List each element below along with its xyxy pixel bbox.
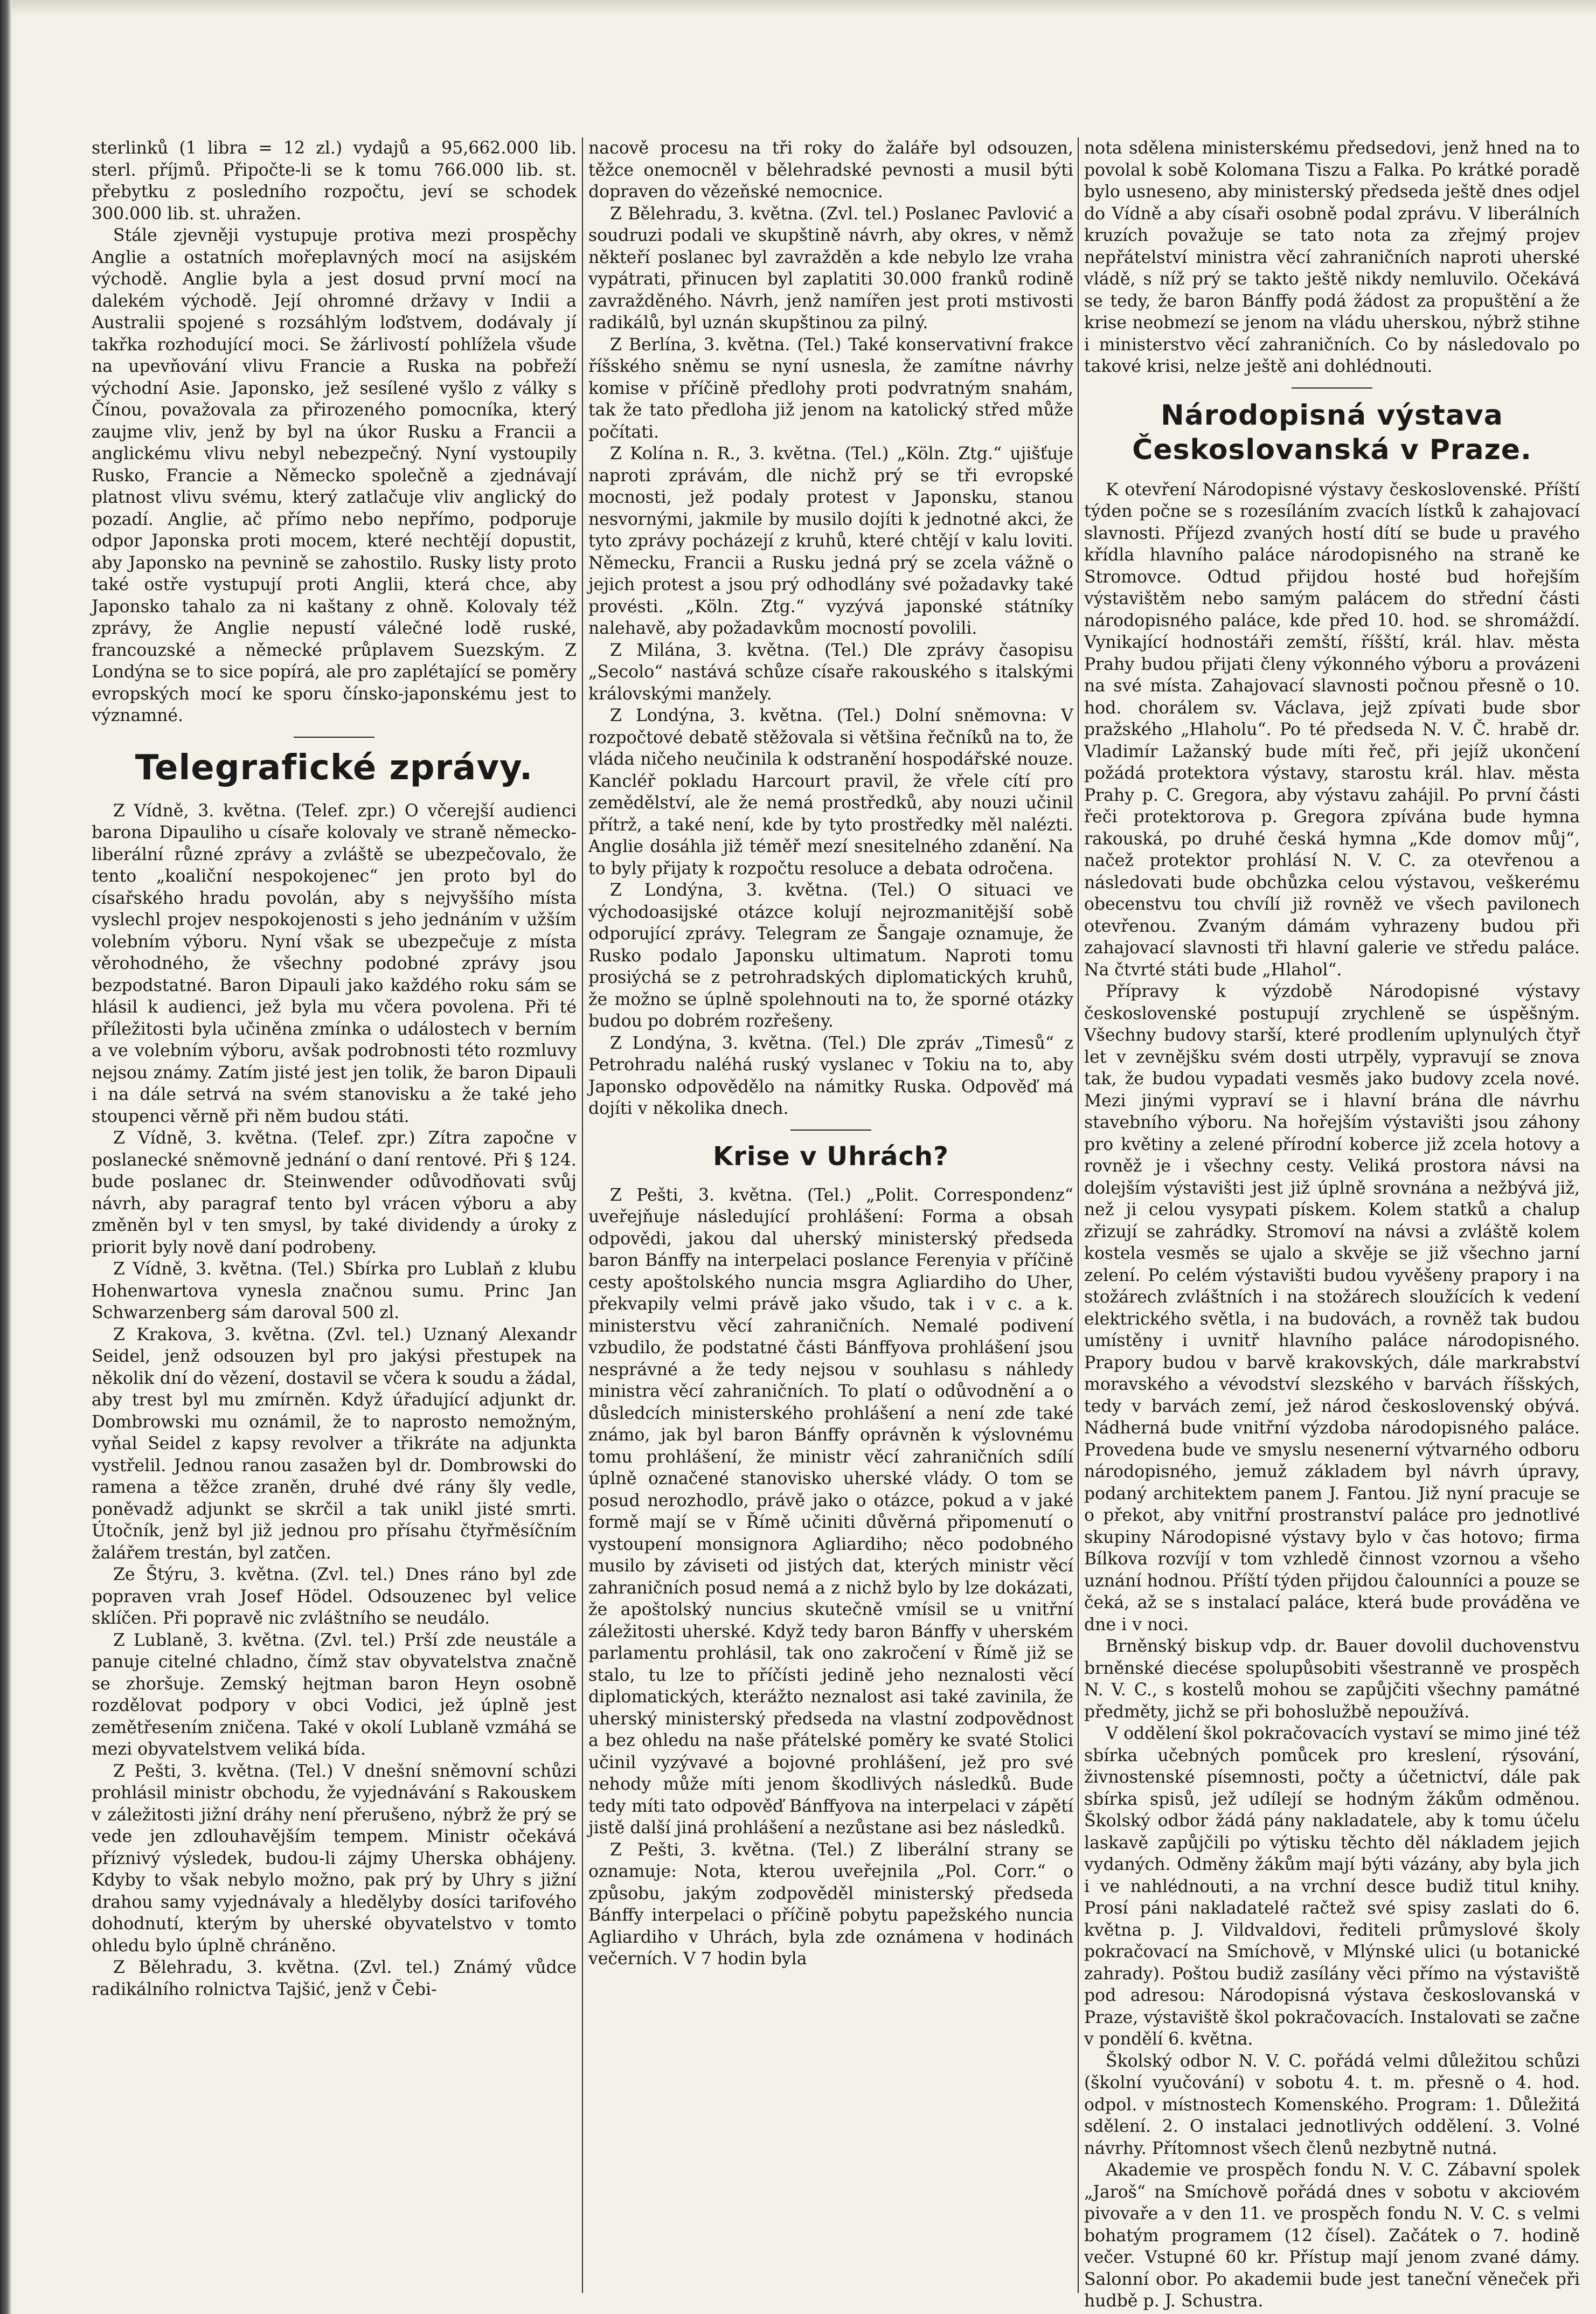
narodopisna-akademie: Akademie ve prospěch fondu N. V. C. Zábavní spolek „Jaroš“ na Smíchově pořádá dnes v sobotu v akciovém pivovaře a v den 11. ve prospěch fondu N. V. C. s velmi bohatým programem (12 čísel). Začátek o 7. hodině večer. Vstupné 60 kr. Přístup mají jenom zvané dámy. Salonní obor. Po akademii bude jest taneční věneček při hudbě p. J. Schustra. <box>1084 2160 1580 2311</box>
telegram-belgrade-2: Z Bělehradu, 3. května. (Zvl. tel.) Poslanec Pavlović a soudruzi podali ve skupštině návrh, aby okres, v němž někteří poslanec byl zavražděn a kde nebylo lze vraha vypátrati, přinucen byl zaplatiti 30.000 franků rodině zavražděného. Návrh, jenž namířen jest proti mstivosti radikálů, byl uznán skupštinou za pilný. <box>588 204 1073 332</box>
krise-pest-2-cont: nota sdělena ministerskému předsedovi, jenž hned na to povolal k sobě Kolomana Tiszu a Falka. Po krátké poradě bylo usneseno, aby ministerský předseda ještě dnes odjel do Vídně a aby císaři osobně podal zprávu. V liberálních kruzích považuje se tato nota za zřejmý projev nepřátelství ministra věcí zahraničních naproti uherské vládě, s níž prý se takto ještě nikdy nemluvilo. Očekává se tedy, že baron Bánffy podá žádost za propuštění a že krise neobmezí se jenom na vládu uherskou, nýbrž stihne i ministerstvo věcí zahraničních. Co by následovalo po takové krisi, nelze ještě ani dohlédnouti. <box>1084 138 1580 376</box>
column-rule-2 <box>1078 137 1079 2293</box>
section-divider <box>790 1130 871 1131</box>
section-divider <box>1292 387 1372 389</box>
section-divider <box>294 737 374 738</box>
telegram-belgrade-1: Z Bělehradu, 3. května. (Zvl. tel.) Známý vůdce radikálního rolnictva Tajšić, jenž v Čebi- <box>92 1958 577 1999</box>
column-1 <box>92 137 577 2000</box>
telegram-koln: Z Kolína n. R., 3. května. (Tel.) „Köln. Ztg.“ ujišťuje naproti zprávám, dle nichž prý se tři evropské mocnosti, jež podaly protest v Japonsku, stanou nesvornými, jakmile by musilo dojíti k jednotné akci, že tyto zprávy pocházejí z kruhů, které chtějí v kalu loviti. Německu, Francii a Rusku jedná prý se zcela vážně o jejich protest a jsou prý odhodlány své požadavky také provésti. „Köln. Ztg.“ vyzývá japonské státníky nalehavě, aby požadavkům mocností povolili. <box>588 444 1073 638</box>
page-binding-edge <box>0 0 12 2314</box>
section-heading-telegraficke: Telegrafické zprávy. <box>135 747 533 788</box>
telegram-pest-1: Z Pešti, 3. května. (Tel.) V dnešní sněmovní schůzi prohlásil ministr obchodu, že vyjednávání s Rakouskem v záležitosti jižní dráhy není přerušeno, nýbrž že prý se vede jen zdlouhavějším tempem. Ministr očekává příznivý výsledek, budou-li zájmy Uherska obhájeny. Kdyby to však nebylo možno, pak prý by Uhry s jižní drahou samy vyjednávaly a hledělyby dosíci tarifového dohodnutí, kterým by uherské obyvatelstvo v tomto ohledu bylo úplně chráněno. <box>92 1761 577 1956</box>
krise-pest-2: Z Pešti, 3. května. (Tel.) Z liberální strany se oznamuje: Nota, kterou uveřejnila „Pol. Corr.“ o způsobu, jakým zodpověděl ministerský předseda Bánffy interpelaci o příčině pobytu papežského nuncia Agliardiho v Uhrách, byla zde oznámena v hodinách večerních. V 7 hodin byla <box>588 1840 1073 1969</box>
narodopisna-schuze: Školský odbor N. V. C. pořádá velmi důležitou schůzi (školní vyučování) v sobotu 4. t. m. přesně o 4. hod. odpol. v místnostech Komenského. Program: 1. Důležitá sdělení. 2. O instalaci jednotlivých oddělení. 3. Volné návrhy. Přítomnost všech členů nezbytně nutná. <box>1084 2051 1580 2158</box>
telegram-london-2: Z Londýna, 3. května. (Tel.) O situaci ve východoasijské otázce kolují nejrozmanitější sobě odporující zprávy. Telegram ze Šangaje oznamuje, že Rusko podalo Japonsku ultimatum. Naproti tomu prosiýchá se z petrohradských diplomatických kruhů, že možno se úplně spolehnouti na to, že sporné otázky budou po dobrém rozřešeny. <box>588 881 1073 1031</box>
section-heading-narodopisna: Národopisná výstava Českoslovanská v Praze. <box>1132 399 1532 466</box>
column-rule-1 <box>582 137 583 2293</box>
telegram-london-1: Z Londýna, 3. května. (Tel.) Dolní sněmovna: V rozpočtové debatě stěžovala si většina řečníků na to, že vláda ničeho neučinila k odstranění hospodářské nouze. Kancléř pokladu Harcourt pravil, že vřele cítí pro zemědělství, ale že nemá prostředků, aby nouzi učinil přítrž, a také není, kde by tyto prostředky měl nalézti. Anglie dosáhla již téměř mezí snesitelného zdanění. Na to byly přijaty k rozpočtu resoluce a debata odročena. <box>588 706 1073 878</box>
article-anglie: Stále zjevněji vystupuje protiva mezi prospěchy Anglie a ostatních mořeplavných mocí na asijském východě. Anglie byla a jest dosud první mocí na dalekém východě. Její ohromné državy v Indii a Australii spojené s rozsáhlým loďstvem, dodávaly jí takřka rozhodující moci. Se žárlivostí pohlížela všude na upevňování vlivu Francie a Ruska na pobřeží východní Asie. Japonsko, jež sesílené vyšlo z války s Čínou, považovala za přirozeného pomocníka, který zaujme vliv, jenž by byl na úkor Rusku a Francii a anglickému vlivu nebyl nebezpečný. Nyní vystoupily Rusko, Francie a Německo společně a zjednávají platnost vlivu svému, který zatlačuje vliv anglický do pozadí. Anglie, ač přímo nebo nepřímo, podporuje odpor Japonska proti mocem, které nechtějí dopustit, aby Japonsko na pevnině se zahostilo. Rusky listy proto také ostře vystupují proti Anglii, která chce, aby Japonsko tahalo za ni kaštany z ohně. Kolovaly též zprávy, že Anglie nepustí válečné lodě ruské, francouzské a německé průplavem Suezským. Z Londýna se to sice popírá, ale pro zaplétající se poměry evropských mocí ke sporu čínsko-japonskému jest to významné. <box>92 226 577 725</box>
telegram-berlin: Z Berlína, 3. května. (Tel.) Také konservativní frakce říšského sněmu se nyní usnesla, že zamítne návrhy komise v příčině předlohy proti podvratným snahám, tak že tato předloha již jenom na katolický střed může počítati. <box>588 335 1073 442</box>
narodopisna-pripravy: Přípravy k výzdobě Národopisné výstavy československé postupují zrychleně se úspěšným. Všechny budovy starší, které prodlením uplynulých čtyř let v zevnějšku svém dosti utrpěly, vypravují se znova tak, že budou vypadati vesměs jako budovy zcela nové. Mezi jinými vypraví se i hlavní brána dle návrhu stavebního výboru. Na hořejším výstavišti jsou záhony pro květiny a zelené přírodní koberce již zcela hotovy a rovněž je i všechny cesty. Veliká prostora návsi na dolejším výstavišti jest již úplně srovnána a nežbývá již, než ji celou vysypati pískem. Kolem statků a chalup zřizují se zahrádky. Stromoví na návsi a zvláště kolem kostela vesměs se ujalo a skvěje se již všechno jarní zelení. Po celém výstavišti budou vyvěšeny prapory i na stožárech zvláštních i na stožárech sloužících k vedení elektrického světla, i na budovách, a rovněž tak budou umístěny i uvnitř hlavního paláce národopisného. Prapory budou v barvě krakovských, dále markrabství moravského a vévodství slezského v barvách říšských, tedy v barvách zemí, jež národ československý obývá. Nádherná bude vnitřní výzdoba národopisného paláce. Provedena bude ve smyslu nesenerní výtvarného odboru národopisného, jemuž základem byl návrh úpravy, podaný architektem panem J. Fantou. Již nyní pracuje se o překot, aby vnitřní prostranství paláce pro jednotlivé skupiny Národopisné výstavy bylo v čas hotovo; firma Bílkova rozvíjí v tom vzhledě činnost vzornou a všeho uznání hodnou. Příští týden přijdou čalounníci a pouze se čeká, až se s instalací paláce, která bude prováděna ve dne i v noci. <box>1084 982 1580 1634</box>
column-2 <box>588 137 1073 1970</box>
telegram-milan: Z Milána, 3. května. (Tel.) Dle zprávy časopisu „Secolo“ nastává schůze císaře rakouského s italskými královskými manžely. <box>588 640 1073 704</box>
column-3 <box>1084 137 1580 2312</box>
narodopisna-biskup: Brněnský biskup vdp. dr. Bauer dovolil duchovenstvu brněnské diecése spolupůsobiti všestranně ve prospěch N. V. C., s kostelů mohou se zapůjčiti všechny památné předměty, jichž se při bohoslužbě nepoužívá. <box>1084 1637 1580 1722</box>
telegram-belgrade-1-cont: nacově procesu na tři roky do žaláře byl odsouzen, těžce onemocněl v bělehradské pevnosti a musil býti dopraven do vězeňské nemocnice. <box>588 138 1073 202</box>
telegram-styr: Ze Štýru, 3. května. (Zvl. tel.) Dnes ráno byl zde popraven vrah Josef Hödel. Odsouzenec byl velice sklíčen. Při popravě nic zvláštního se neudálo. <box>92 1565 577 1628</box>
krise-pest-1: Z Pešti, 3. května. (Tel.) „Polit. Correspondenz“ uveřejňuje následující prohlášení: Forma a obsah odpovědi, jakou dal uherský ministerský předseda baron Bánffy na interpelaci poslance Ferenyia v příčině cesty apoštolského nuncia msgra Agliardiho do Uher, překvapily velmi právě jako všudo, tak i v c. a k. ministerstvu věcí zahraničních. Nemalé podivení vzbudilo, že podstatné části Bánffyova prohlášení jsou nesprávné a že tedy nejsou v souhlasu s náhledy ministra věcí zahraničních. To platí o odůvodnění a o důsledcích ministerského prohlášení a není zde také známo, jak byl baron Bánffy oprávněn k výslovnému tomu prohlášení, že ministr věcí zahraničních sdílí úplně označené stanovisko uherské vlády. O tom se posud nerozhodlo, právě jako o otázce, pokud a v jaké formě mají se v Římě učiniti důvěrná připomenutí o vystoupení monsignora Agliardiho; něco podobného musilo by záviseti od jistých dat, kterých ministr věcí zahraničních posud nemá a z nichž bylo by lze dokázati, že apoštolský nuncius skutečně vmísil se u vnitřní záležitosti uherské. Když tedy baron Bánffy v uherském parlamentu prohlásil, tak ono zakročení v Římě již se stalo, tu lze to příčísti jedině jeho neznalosti věcí diplomatických, kterážto neznalost asi také zavinila, že uherský ministerský předseda na vlastní zodpovědnost a bez ohledu na naše přátelské poměry ke svaté Stolici učinil vyzývavé a bojovné prohlášení, jež pro své nehody může míti jenom škodlivých následků. Bude tedy míti tato odpověď Bánffyova na interpelaci v zápětí jistě další jiná prohlášení a nezůstane asi bez následků. <box>588 1185 1073 1838</box>
article-fragment-budget: sterlinků (1 libra = 12 zl.) vydajů a 95,662.000 lib. sterl. příjmů. Připočte-li se k tomu 766.000 lib. st. přebytku z posledního rozpočtu, jeví se schodek 300.000 lib. st. uhražen. <box>92 138 577 224</box>
telegram-vienna-3: Z Vídně, 3. května. (Tel.) Sbírka pro Lublaň z klubu Hohenwartova vynesla značnou sumu. Princ Jan Schwarzenberg sám daroval 500 zl. <box>92 1259 577 1322</box>
narodopisna-otevreni: K otevření Národopisné výstavy československé. Příští týden počne se s rozesíláním zvacích lístků k zahajovací slavnosti. Příjezd zvaných hostí dítí se bude u pravého křídla hlavního paláce národopisného na straně ke Stromovce. Odtud přijdou hosté bud hořejším výstavištěm nebo samým palácem do střední části národopisného paláce, kde před 10. hod. se shromáždí. Vynikající hodnostáři zemští, říšští, král. hlav. města Prahy budou přijati členy výkonného výboru a provázeni na své místa. Zahajovací slavnosti počnou přesně o 10. hod. chorálem sv. Václava, jejž zpívati bude sbor pražského „Hlaholu“. Po té předseda N. V. Č. hrabě dr. Vladimír Lažanský bude míti řeč, při jejíž ukončení požádá protektora výstavy, starostu král. hlav. města Prahy p. C. Gregora, aby výstavu zahájil. Po první části řeči protektorova p. Gregora zpívána bude hymna rakouská, po druhé česká hymna „Kde domov můj“, načež protektor prohlásí N. V. C. za otevřenou a následovati bude obchůzka celou výstavou, veškerému obecenstvu tou chvílí již rovněž ve všech pavilonech otevřenou. Zvaným dámám vyhrazeny budou při zahajovací slavnosti tři hlavní galerie ve středu paláce. Na čtvrté státi bude „Hlahol“. <box>1084 480 1580 980</box>
telegram-ljubljana: Z Lublaně, 3. května. (Zvl. tel.) Prší zde neustále a panuje citelné chladno, čímž stav obyvatelstva značně se zhoršuje. Zemský hejtman baron Heyn osobně rozdělovat podpory v obci Vodici, jež úplně jest zemětřesením zničena. Také v okolí Lublaně vzmáhá se mezi obyvatelstvem veliká bída. <box>92 1630 577 1759</box>
telegram-krakow: Z Krakova, 3. května. (Zvl. tel.) Uznaný Alexandr Seidel, jenž odsouzen byl pro jakýsi přestupek na několik dní do vězení, dostavil se včera k soudu a žádal, aby trest byl mu zmírněn. Když úřadující adjunkt dr. Dombrowski mu oznámil, že to naprosto nemožným, vyňal Seidel z kapsy revolver a třikráte na adjunkta vystřelil. Jednou ranou zasažen byl dr. Dombrowski do ramena a těžce zraněn, druhé dvé rány šly vedle, poněvadž adjunkt se skrčil a tak unikl jisté smrti. Útočník, jenž byl již jednou pro přísahu čtyřměsíčním žalářem trestán, byl zatčen. <box>92 1325 577 1563</box>
telegram-vienna-2: Z Vídně, 3. května. (Telef. zpr.) Zítra započne v poslanecké sněmovně jednání o daní rentové. Při § 124. bude poslanec dr. Steinwender odůvodňovati svůj návrh, aby paragraf tento byl vrácen výboru a aby změněn byl v ten smysl, by také dividendy a úroky z priorit byly nově daní podrobeny. <box>92 1128 577 1257</box>
page-top-shadow <box>0 0 1596 16</box>
section-heading-krise: Krise v Uhrách? <box>713 1141 949 1172</box>
telegram-vienna-1: Z Vídně, 3. května. (Telef. zpr.) O včerejší audienci barona Dipauliho u císaře kolovaly ve straně německo-liberální různé zprávy a zvláště se ubezpečovalo, že tento „koaliční nespokojenec“ jen proto byl do císařského hradu povolán, aby s nejvyššího místa vyslechl projev nespokojenosti s jeho jednáním v užším volebním výboru. Nyní však se ubezpečuje z místa věrohodného, že všechny podobné zprávy jsou bezpodstatné. Baron Dipauli jako každého roku sám se hlásil k audienci, jež byla mu včera povolena. Při té příležitosti byla učiněna zmínka o událostech v berním a ve volebním výboru, avšak podrobnosti této rozmluvy nejsou známy. Zatím jisté jest jen tolik, že baron Dipauli i na dále setrvá na svém stanovisku a že také jeho stoupenci věrně při něm budou státi. <box>92 801 577 1126</box>
narodopisna-skoly: V oddělení škol pokračovacích vystaví se mimo jiné též sbírka učebných pomůcek pro kreslení, rýsování, živnostenské písemnosti, počty a účetnictví, dále pak sbírka spisů, jež udílejí se hodným žákům odměnou. Školský odbor žádá pány nakladatele, aby k tomu účelu laskavě zapůjčili po výtisku těchto děl nákladem jejich vydaných. Odměny žákům mají býti vázány, aby byla jich i ve nahlédnouti, a na vrchní desce budiž titul knihy. Prosí páni nakladatelé račtež své spisy zaslati do 6. května p. J. Vildvaldovi, řediteli průmyslové školy pokračovací na Smíchově, v Mlýnské ulici (u botanické zahrady). Poštou budiž zasílány věci přímo na výstaviště pod adresou: Národopisná výstava českoslovanská v Praze, výstaviště škol pokračovacích. Instalovati se začne v pondělí 6. května. <box>1084 1724 1580 2049</box>
telegram-london-3: Z Londýna, 3. května. (Tel.) Dle zpráv „Timesů“ z Petrohradu naléhá ruský vyslanec v Tokiu na to, aby Japonsko odpovědělo na námitky Ruska. Odpověď má dojíti v několika dnech. <box>588 1033 1073 1118</box>
